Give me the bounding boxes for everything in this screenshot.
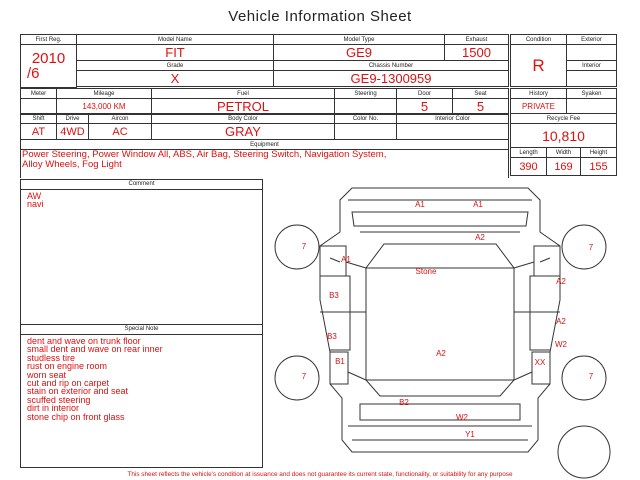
- length-value: 390: [511, 158, 547, 176]
- mark-a2-roof: A2: [436, 349, 446, 358]
- mark-b2-trunk: B2: [399, 398, 409, 407]
- recycle-fee-label: Recycle Fee: [511, 114, 617, 124]
- seat-label: Seat: [453, 89, 509, 99]
- roof: [366, 268, 514, 380]
- recycle-fee-value: 10,810: [511, 124, 617, 148]
- exterior-label: Exterior: [567, 35, 617, 45]
- first-reg-label: First Reg.: [21, 35, 77, 45]
- chassis-value: GE9-1300959: [274, 71, 509, 87]
- mark-w2-rear: W2: [456, 413, 468, 422]
- body-color-label: Body Color: [152, 114, 335, 124]
- drive-value: 4WD: [57, 124, 89, 140]
- right-fender: [534, 246, 560, 276]
- mark-a2-right-front: A2: [556, 277, 566, 286]
- mark-a1-front-left: A1: [415, 200, 425, 209]
- mark-y1-rear: Y1: [465, 430, 475, 439]
- model-name-value: FIT: [77, 45, 274, 61]
- syaken-label: Syaken: [567, 89, 617, 99]
- special-note-text: dent and wave on trunk floor small dent and wave on rear inner studless tire rust on engine room worn seat cut and rip on carpet stain on exterior and seat scuffed steering dirt in interior stone chip on front glass: [27, 336, 163, 422]
- first-reg-year: 2010: [31, 49, 66, 67]
- trunk: [360, 404, 520, 420]
- door-value: 5: [397, 99, 453, 115]
- comment-label: Comment: [21, 180, 262, 190]
- right-quarter: [532, 352, 550, 384]
- aircon-label: Aircon: [89, 114, 152, 124]
- front-left-wheel: [275, 225, 319, 269]
- pillars: [346, 262, 534, 380]
- door-label: Door: [397, 89, 453, 99]
- mileage-value: 143,000 KM: [57, 99, 152, 115]
- interior-color-label: Interior Color: [397, 114, 509, 124]
- tire-mark-rear-right: 7: [588, 372, 594, 381]
- special-note-label: Special Note: [21, 325, 262, 335]
- meter-label: Meter: [21, 89, 57, 99]
- condition-label: Condition: [511, 35, 567, 45]
- condition-value: R: [511, 45, 567, 87]
- mark-w2-right: W2: [555, 340, 567, 349]
- color-no-label: Color No.: [335, 114, 397, 124]
- mark-b3-left-rear-door: B3: [327, 332, 337, 341]
- history-label: History: [511, 89, 567, 99]
- tire-mark-front-left: 7: [301, 242, 307, 251]
- rear-glass: [366, 380, 514, 396]
- exhaust-value: 1500: [445, 45, 509, 61]
- width-value: 169: [547, 158, 581, 176]
- damage-marks: [327, 200, 567, 439]
- mark-a1-left-fender: A1: [341, 255, 351, 264]
- windshield: [366, 244, 514, 268]
- exhaust-label: Exhaust: [445, 35, 509, 45]
- disclaimer-footer: This sheet reflects the vehicle's condition at issuance and does not guarantee its current state, functionality, or suitability for any purpose: [127, 471, 513, 478]
- rear-bumper: [348, 426, 532, 440]
- car-body-outline: [320, 188, 560, 452]
- tire-mark-front-right: 7: [588, 243, 594, 252]
- steering-label: Steering: [335, 89, 397, 99]
- history-value: PRIVATE: [511, 99, 567, 114]
- mark-b3-left-front-door: B3: [329, 291, 339, 300]
- shift-value: AT: [21, 124, 57, 140]
- fuel-label: Fuel: [152, 89, 335, 99]
- body-color-value: GRAY: [152, 124, 335, 140]
- mirrors: [330, 258, 550, 262]
- shift-label: Shift: [21, 114, 57, 124]
- mark-stone: Stone: [415, 267, 437, 276]
- equipment-text: Power Steering, Power Window All, ABS, Air Bag, Steering Switch, Navigation System, Alloy Wheels, Fog Light: [22, 149, 387, 170]
- first-reg-month: /6: [27, 64, 40, 82]
- grade-value: X: [77, 71, 274, 87]
- front-right-wheel: [562, 225, 606, 269]
- comment-text: AW navi: [27, 191, 44, 210]
- fuel-value: PETROL: [152, 99, 335, 115]
- height-label: Height: [581, 148, 617, 158]
- model-type-label: Model Type: [274, 35, 445, 45]
- rear-left-wheel: [275, 356, 319, 400]
- length-label: Length: [511, 148, 547, 158]
- chassis-label: Chassis Number: [274, 61, 509, 71]
- mark-a2-hood: A2: [475, 233, 485, 242]
- mark-b1-left: B1: [335, 357, 345, 366]
- mark-a2-right-door: A2: [556, 317, 566, 326]
- model-type-value: GE9: [274, 45, 445, 61]
- sheet-title: Vehicle Information Sheet: [228, 8, 412, 25]
- drive-label: Drive: [57, 114, 89, 124]
- aircon-value: AC: [89, 124, 152, 140]
- hood: [352, 212, 528, 226]
- mileage-label: Mileage: [57, 89, 152, 99]
- width-label: Width: [547, 148, 581, 158]
- grade-label: Grade: [77, 61, 274, 71]
- mark-xx-right: XX: [534, 358, 546, 367]
- height-value: 155: [581, 158, 617, 176]
- model-name-label: Model Name: [77, 35, 274, 45]
- mark-a1-front-right: A1: [473, 200, 483, 209]
- equipment-label: Equipment: [21, 140, 509, 150]
- interior-label: Interior: [567, 61, 617, 71]
- seat-value: 5: [453, 99, 509, 115]
- rear-right-wheel: [562, 356, 606, 400]
- tire-mark-rear-left: 7: [301, 372, 307, 381]
